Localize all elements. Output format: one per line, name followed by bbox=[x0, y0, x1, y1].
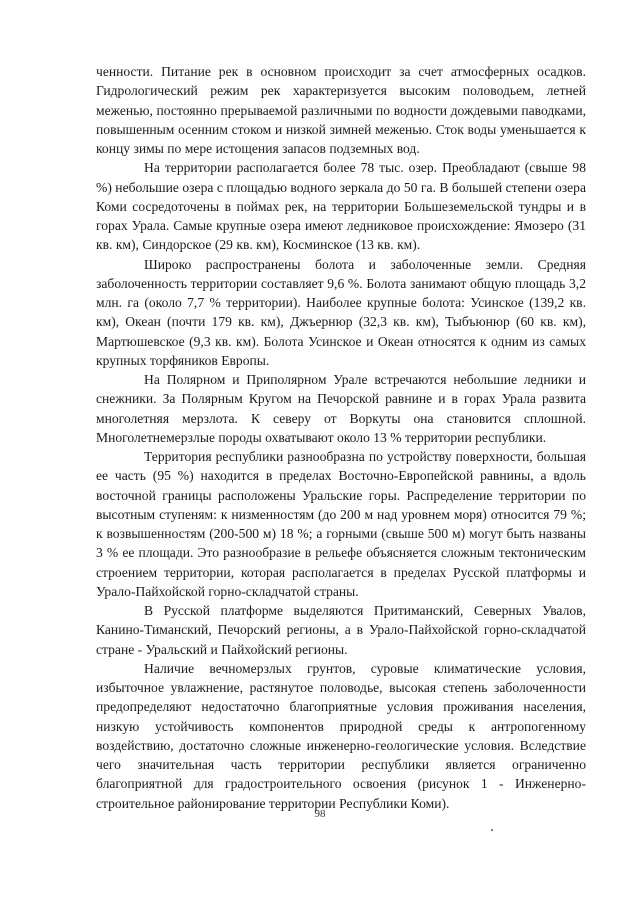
paragraph-relief: Территория республики разнообразна по устройству поверхности, большая ее часть (95 %) находится в пределах Восточно-Европейской равнины, а вдоль восточной границы расположены Уральские горы. Распределение территории по высотным ступеням: к низменностям (до 200 м над уровнем моря) относится 79 %; к возвышенностям (200-500 м) 18 %; а горными (свыше 500 м) могут быть названы 3 % ее площади. Это разнообразие в рельефе объясняется сложным тектоническим строением территории, которая располагается в пределах Русской платформы и Урало-Пайхойской горно-складчатой страны. bbox=[96, 449, 586, 599]
paragraph-swamps: Широко распространены болота и заболоченные земли. Средняя заболоченность территории составляет 9,6 %. Болота занимают общую площадь 3,2 млн. га (около 7,7 % территории). Наиболее крупные болота: Усинское (139,2 кв. км), Океан (почти 179 кв. км), Джъернюр (32,3 кв. км), Тыбъюнюр (60 кв. км), Мартюшевское (9,3 кв. км). Болота Усинское и Океан относятся к одним из самых крупных торфяников Европы. bbox=[96, 256, 586, 368]
page-number: 98 bbox=[314, 808, 326, 820]
paragraph-lakes: На территории располагается более 78 тыс. озер. Преобладают (свыше 98 %) небольшие озера с площадью водного зеркала до 50 га. В большей степени озера Коми сосредоточены в поймах рек, на территории Большеземельской тундры и в горах Урала. Самые крупные озера имеют ледниковое происхождение: Ямозеро (31 кв. км), Синдорское (29 кв. км), Косминское (13 кв. км). bbox=[96, 160, 586, 253]
scan-speck bbox=[491, 829, 493, 831]
document-body bbox=[96, 62, 586, 813]
paragraph-conditions: Наличие вечномерзлых грунтов, суровые климатические условия, избыточное увлажнение, растянутое половодье, высокая степень заболоченности предопределяют недостаточно благоприятные условия проживания населения, низкую устойчивость компонентов природной среды к антропогенному воздействию, достаточно сложные инженерно-геологические условия. Вследствие чего значительная часть территории республики является ограниченно благоприятной для градостроительного освоения (рисунок 1 - Инженерно-строительное районирование территории Республики Коми). bbox=[96, 660, 586, 811]
paragraph-rivers-continued: ченности. Питание рек в основном происходит за счет атмосферных осадков. Гидрологический режим рек характеризуется высоким половодьем, летней меженью, постоянно прерываемой различными по водности дождевыми паводками, повышенным осенним стоком и низкой зимней меженью. Сток воды уменьшается к концу зимы по мере истощения запасов подземных вод. bbox=[96, 64, 586, 156]
paragraph-glaciers: На Полярном и Приполярном Урале встречаются небольшие ледники и снежники. За Полярным Кругом на Печорской равнине и в горах Урала развита многолетняя мерзлота. К северу от Воркуты она становится сплошной. Многолетнемерзлые породы охватывают около 13 % территории республики. bbox=[96, 372, 586, 445]
paragraph-regions: В Русской платформе выделяются Притиманский, Северных Увалов, Канино-Тиманский, Печорский регионы, а в Урало-Пайхойской горно-складчатой стране - Уральский и Пайхойский регионы. bbox=[96, 603, 586, 657]
